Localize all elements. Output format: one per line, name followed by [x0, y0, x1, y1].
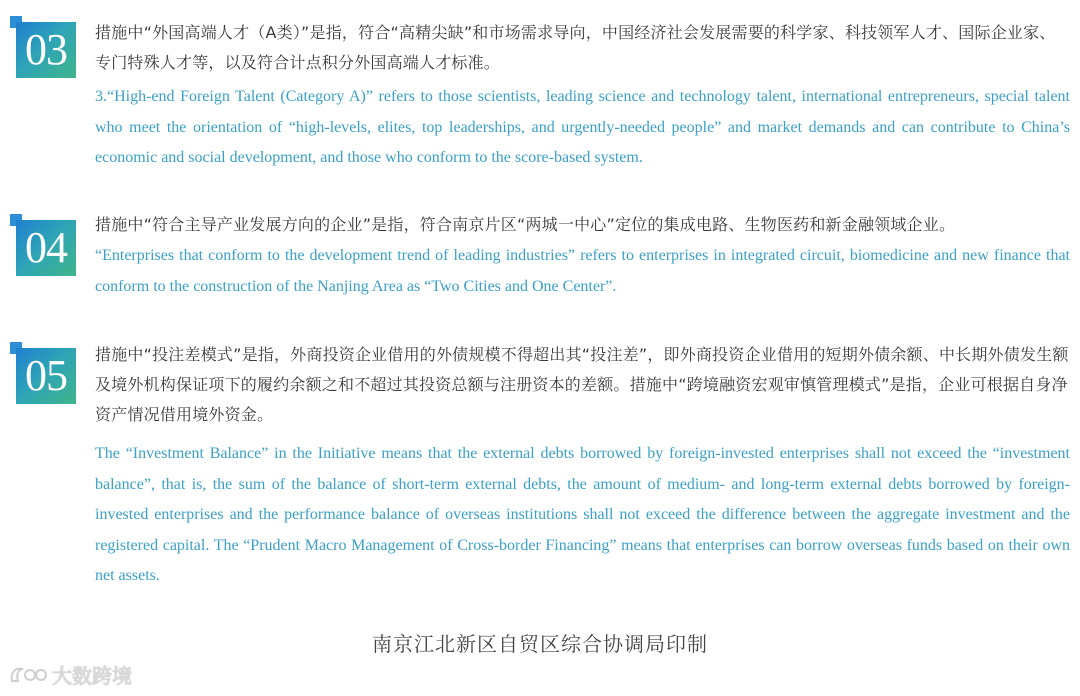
watermark-text: 大数跨境	[52, 664, 132, 688]
section-english-text: The “Investment Balance” in the Initiative means that the external debts borrowed by foreign-invested enterprises shall not exceed the “investment balance”, that is, the sum of the balance of short-term external debts, the amount of medium- and long-term external debts borrowed by foreign-invested enterprises and the performance balance of overseas institutions shall not exceed the difference between the aggregate investment and the registered capital. The “Prudent Macro Management of Cross-border Financing” means that enterprises can borrow overseas funds based on their own net assets.	[95, 445, 1070, 584]
footer-publisher: 南京江北新区自贸区综合协调局印制	[372, 632, 708, 656]
section-number: 04	[16, 220, 76, 276]
section-number: 03	[16, 22, 76, 78]
section-number-badge	[10, 342, 76, 404]
section-number-badge	[10, 16, 76, 78]
section-number: 05	[16, 348, 76, 404]
watermark	[8, 660, 132, 689]
section-chinese-text: 措施中“符合主导产业发展方向的企业”是指，符合南京片区“两城一中心”定位的集成电路、生物医药和新金融领域企业。	[95, 215, 956, 234]
section-english-text: 3.“High-end Foreign Talent (Category A)” refers to those scientists, leading science and technology talent, international entrepreneurs, special talent who meet the orientation of “high-levels, elites, top leaderships, and urgently-needed people” and market demands and can contribute to China’s economic and social development, and those who conform to the score-based system.	[95, 88, 1070, 166]
section-number-badge	[10, 214, 76, 276]
section-chinese-text: 措施中“投注差模式”是指，外商投资企业借用的外债规模不得超出其“投注差”，即外商投资企业借用的短期外债余额、中长期外债发生额及境外机构保证项下的履约余额之和不超过其投资总额与注册资本的差额。措施中“跨境融资宏观审慎管理模式”是指，企业可根据自身净资产情况借用境外资金。	[95, 345, 1069, 424]
section-chinese-text: 措施中“外国高端人才（A类）”是指，符合“高精尖缺”和市场需求导向，中国经济社会发展需要的科学家、科技领军人才、国际企业家、专门特殊人才等，以及符合计点积分外国高端人才标准。	[95, 23, 1056, 72]
ai-logo-icon	[8, 663, 48, 687]
section-english-text: “Enterprises that conform to the development trend of leading industries” refers to enterprises in integrated circuit, biomedicine and new finance that conform to the construction of the Nanjing Area as “Two Cities and One Center”.	[95, 247, 1070, 295]
